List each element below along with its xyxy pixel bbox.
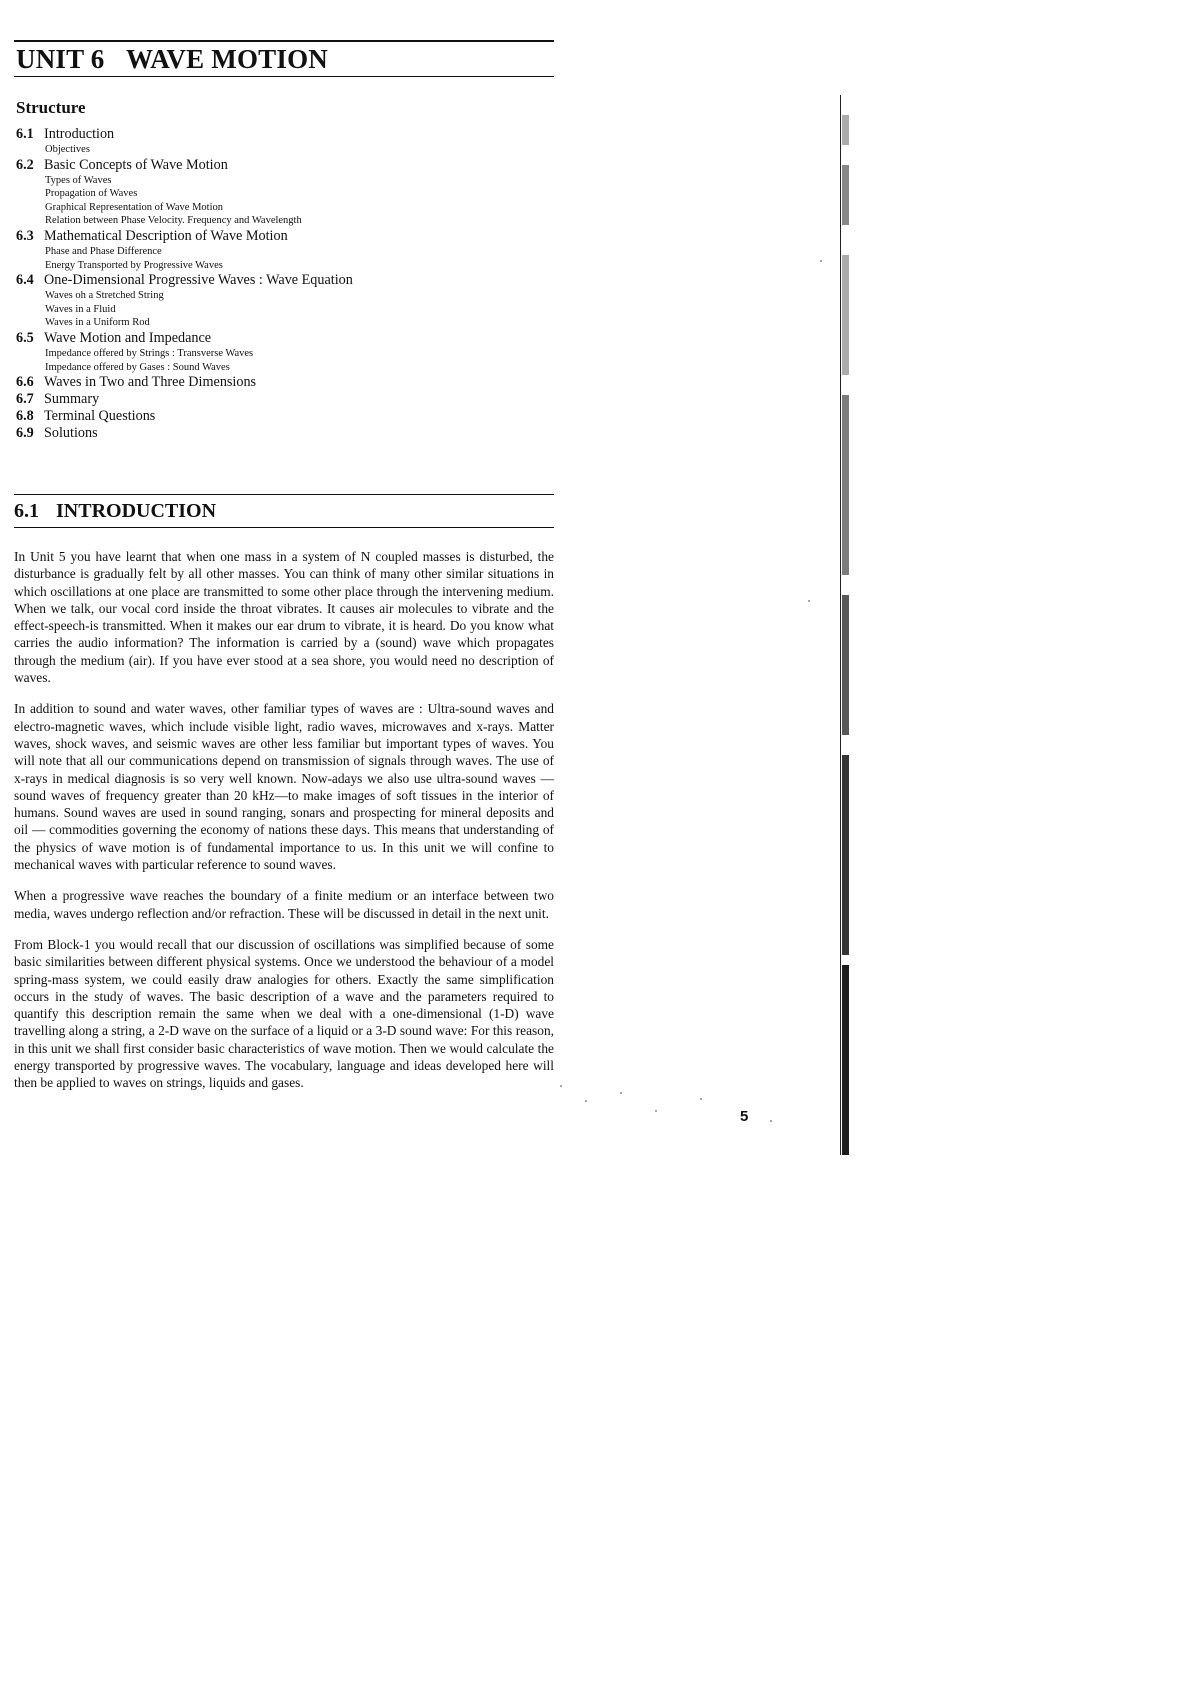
structure-subitem: Graphical Representation of Wave Motion	[45, 201, 223, 213]
structure-item-row	[16, 330, 576, 347]
paragraph: In Unit 5 you have learnt that when one mass in a system of N coupled masses is disturbed, the disturbance is gradually felt by all other masses. You can think of many other similar situations in which oscillations at one place are transmitted to some other place through the intervening medium. When we talk, our vocal cord inside the throat vibrates. It causes air molecules to vibrate and the effect-speech-is transmitted. When it makes our ear drum to vibrate, it is heard. Do you know what carries the audio information? The information is carried by a (sound) wave which propagates through the medium (air). If you have ever stood at a sea shore, you would need no description of waves.	[14, 549, 554, 686]
scan-edge-line	[840, 95, 841, 1155]
structure-item-number: 6.1	[16, 126, 34, 142]
structure-subitem: Objectives	[45, 144, 90, 155]
structure-subitems	[45, 347, 576, 374]
structure-item-title: Summary	[44, 391, 100, 408]
structure-item	[16, 391, 576, 408]
structure-item	[16, 157, 576, 228]
structure-item-title: Wave Motion and Impedance	[44, 329, 212, 346]
structure-subitems	[45, 143, 576, 157]
scan-binding-edge	[842, 95, 849, 1155]
structure-item	[16, 374, 576, 391]
structure-subitem: Waves in a Fluid	[45, 303, 116, 315]
structure-item-row	[16, 126, 576, 143]
structure-list	[16, 126, 576, 442]
structure-item	[16, 126, 576, 157]
structure-item-row	[16, 157, 576, 174]
structure-subitem: Waves in a Uniform Rod	[45, 317, 150, 329]
structure-item-number: 6.2	[16, 156, 34, 173]
unit-name: WAVE MOTION	[126, 44, 328, 74]
structure-item-number: 6.8	[16, 408, 34, 425]
structure-item-title: Introduction	[44, 126, 115, 142]
structure-item-number: 6.3	[16, 227, 34, 244]
structure-item-title: One-Dimensional Progressive Waves : Wave Equation	[44, 272, 353, 289]
structure-item-title: Terminal Questions	[44, 408, 156, 425]
scan-speck	[770, 1120, 772, 1122]
structure-item-row	[16, 391, 576, 408]
section-body	[14, 548, 554, 1106]
structure-item-title: Mathematical Description of Wave Motion	[44, 227, 288, 244]
structure-item-number: 6.4	[16, 272, 34, 289]
structure-subitems	[45, 245, 576, 272]
structure-heading: Structure	[16, 98, 86, 117]
structure-item	[16, 408, 576, 425]
unit-title	[16, 44, 556, 75]
structure-item-row	[16, 374, 576, 391]
scan-speck	[820, 260, 822, 262]
structure-item-number: 6.9	[16, 425, 34, 442]
structure-subitems	[45, 289, 576, 330]
structure-item-title: Solutions	[44, 425, 98, 442]
structure-item	[16, 330, 576, 374]
scan-speck	[560, 1085, 562, 1087]
page-number: 5	[740, 1108, 749, 1125]
structure-item-number: 6.7	[16, 391, 34, 408]
structure-item-number: 6.6	[16, 374, 34, 391]
structure-subitem: Relation between Phase Velocity. Frequency and Wavelength	[45, 215, 302, 227]
unit-number: UNIT 6	[16, 44, 105, 74]
structure-item-title: Basic Concepts of Wave Motion	[44, 156, 228, 173]
structure-subitem: Impedance offered by Strings : Transverse Waves	[45, 347, 254, 359]
scan-speck	[700, 1098, 702, 1100]
structure-item-row	[16, 425, 576, 442]
structure-subitem: Propagation of Waves	[45, 188, 138, 200]
structure-item-title: Waves in Two and Three Dimensions	[44, 374, 257, 391]
structure-subitem: Waves oh a Stretched String	[45, 290, 164, 302]
section-heading	[14, 500, 216, 523]
title-rule	[14, 76, 554, 77]
structure-item	[16, 228, 576, 272]
scan-speck	[620, 1092, 622, 1094]
top-rule	[14, 40, 554, 42]
section-title: INTRODUCTION	[56, 500, 217, 522]
paragraph: In addition to sound and water waves, other familiar types of waves are : Ultra-sound waves and electro-magnetic waves, which include visible light, radio waves, microwaves and x-rays. Matter waves, shock waves, and seismic waves are other less familiar but important types of waves. You will note that all our communications depend on transmission of signals through waves. The use of x-rays in medical diagnosis is so very well known. Now-adays we also use ultra-sound waves — sound waves of frequency greater than 20 kHz—to make images of soft tissues in the interior of humans. Sound waves are used in sound ranging, sonars and prospecting for mineral deposits and oil — commodities governing the economy of nations these days. This means that understanding of the physics of wave motion is of fundamental importance to us. In this unit we will confine to mechanical waves with particular reference to sound waves.	[14, 701, 554, 873]
section-number: 6.1	[14, 500, 39, 522]
section-rule-top	[14, 494, 554, 495]
structure-item	[16, 272, 576, 330]
scan-speck	[808, 600, 810, 602]
structure-item	[16, 425, 576, 442]
structure-subitem: Impedance offered by Gases : Sound Waves	[45, 361, 230, 373]
structure-subitem: Phase and Phase Difference	[45, 245, 162, 257]
structure-item-row	[16, 408, 576, 425]
structure-item-row	[16, 228, 576, 245]
structure-subitem: Types of Waves	[45, 174, 112, 186]
structure-item-row	[16, 272, 576, 289]
scan-speck	[585, 1100, 587, 1102]
structure-item-number: 6.5	[16, 329, 34, 346]
section-rule-bottom	[14, 527, 554, 528]
paragraph: From Block-1 you would recall that our discussion of oscillations was simplified because of some basic similarities between different physical systems. Once we understood the behaviour of a model spring-mass system, we could easily draw analogies for others. Exactly the same simplification occurs in the study of waves. The basic description of a wave and the parameters required to quantify this description remain the same when we deal with a one-dimensional (1-D) wave travelling along a string, a 2-D wave on the surface of a liquid or a 3-D sound wave: For this reason, in this unit we shall first consider basic characteristics of wave motion. Then we would calculate the energy transported by progressive waves. The vocabulary, language and ideas developed here will then be applied to waves on strings, liquids and gases.	[14, 936, 554, 1091]
scan-speck	[655, 1110, 657, 1112]
structure-subitems	[45, 174, 576, 228]
paragraph: When a progressive wave reaches the boundary of a finite medium or an interface between two media, waves undergo reflection and/or refraction. These will be discussed in detail in the next unit.	[14, 888, 554, 921]
structure-subitem: Energy Transported by Progressive Waves	[45, 259, 223, 271]
